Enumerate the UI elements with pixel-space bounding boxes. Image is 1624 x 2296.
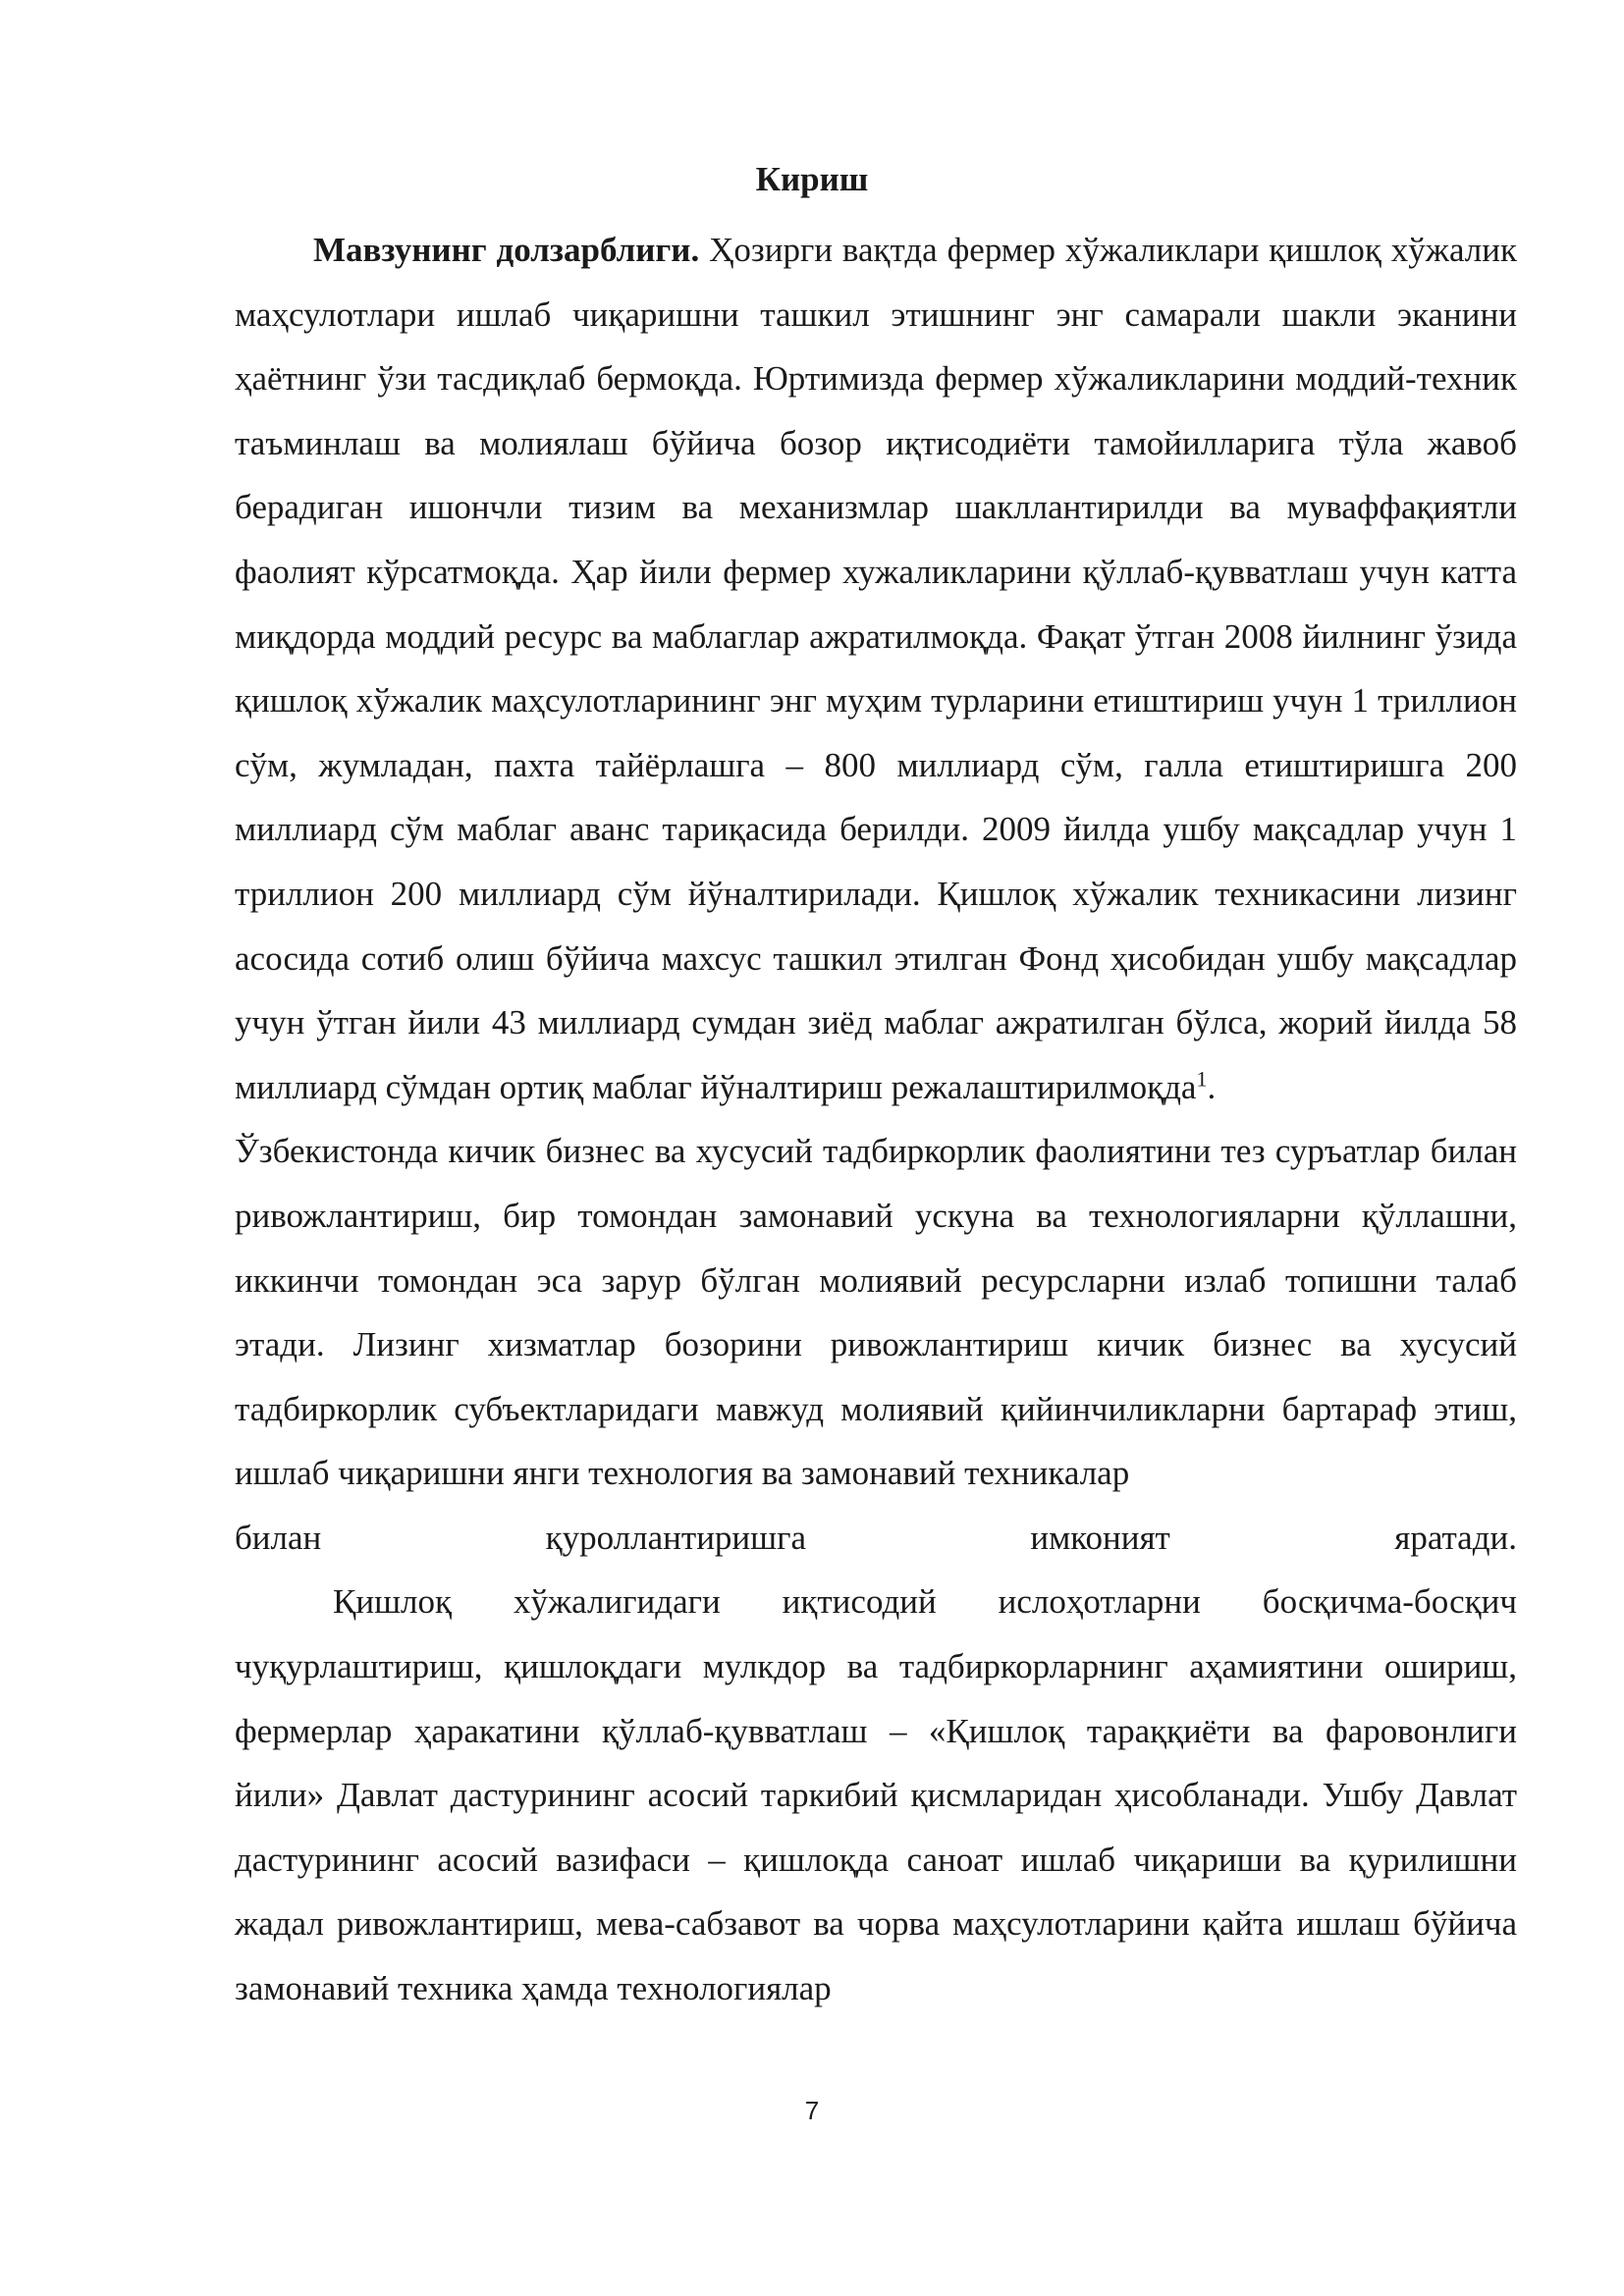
paragraph-relevance (235, 218, 1517, 1119)
last-line-word: қуроллантиришга (545, 1518, 806, 1557)
paragraph-text: Ҳозирги вақтда фермер хўжаликлари қишлоқ хўжалик маҳсулотлари ишлаб чиқаришни ташкил этишнинг энг самарали шакли эканини ҳаётнинг ўзи тасдиқлаб бермоқда. Юртимизда фермер хўжаликларини моддий-техник таъминлаш ва молиялаш бўйича бозор иқтисодиёти тамойилларига тўла жавоб берадиган ишончли тизим ва механизмлар шакллантирилди ва муваффақиятли фаолият кўрсатмоқда. Ҳар йили фермер хужаликларини қўллаб-қувватлаш учун катта миқдорда моддий ресурс ва маблаглар ажратилмоқда. Фақат ўтган 2008 йилнинг ўзида қишлоқ хўжалик маҳсулотларининг энг муҳим турларини етиштириш учун 1 триллион сўм, жумладан, пахта тайёрлашга – 800 миллиард сўм, галла етиштиришга 200 миллиард сўм маблаг аванс тариқасида берилди. 2009 йилда ушбу мақсадлар учун 1 триллион 200 миллиард сўм йўналтирилади. Қишлоқ хўжалик техникасини лизинг асосида сотиб олиш бўйича махсус ташкил этилган Фонд ҳисобидан ушбу мақсадлар учун ўтган йили 43 миллиард сумдан зиёд маблаг ажратилган бўлса, жорий йилда 58 миллиард сўмдан ортиқ маблаг йўналтириш режалаштирилмоқда (235, 231, 1518, 1106)
last-line-word: яратади. (1394, 1518, 1517, 1557)
section-title: Кириш (755, 160, 869, 198)
paragraph-lead-heading: Мавзунинг долзарблиги. (313, 231, 700, 269)
paragraph-last-line (235, 1506, 1517, 1571)
last-line-word: имконият (1030, 1518, 1170, 1557)
footnote-reference: 1 (1196, 1066, 1208, 1092)
paragraph-tail: . (1207, 1067, 1217, 1106)
paragraph-text: Ўзбекистонда кичик бизнес ва хусусий тадбиркорлик фаолиятини тез суръатлар билан ривожлантириш, бир томондан замонавий ускуна ва технологияларни қўллашни, иккинчи томондан эса зарур бўлган молиявий ресурсларни излаб топишни талаб этади. Лизинг хизматлар бозорини ривожлантириш кичик бизнес ва хусусий тадбиркорлик субъектларидаги мавжуд молиявий қийинчиликларни бартараф этиш, ишлаб чиқаришни янги технология ва замонавий техникалар (235, 1132, 1517, 1493)
paragraph-small-business (235, 1119, 1517, 1506)
page-number: 7 (804, 2096, 820, 2125)
document-body (235, 218, 1517, 2021)
paragraph-agriculture-program (235, 1570, 1517, 2020)
paragraph-text: Қишлоқ хўжалигидаги иқтисодий ислоҳотларни босқичма-босқич чуқурлаштириш, қишлоқдаги мулкдор ва тадбиркорларнинг аҳамиятини ошириш, фермерлар ҳаракатини қўллаб-қувватлаш – «Қишлоқ тараққиёти ва фаровонлиги йили» Давлат дастурининг асосий таркибий қисмларидан ҳисобланади. Ушбу Давлат дастурининг асосий вазифаси – қишлоқда саноат ишлаб чиқариши ва қурилишни жадал ривожлантириш, мева-сабзавот ва чорва маҳсулотларини қайта ишлаш бўйича замонавий техника ҳамда технологиялар (235, 1582, 1517, 2008)
last-line-word: билан (235, 1518, 322, 1557)
